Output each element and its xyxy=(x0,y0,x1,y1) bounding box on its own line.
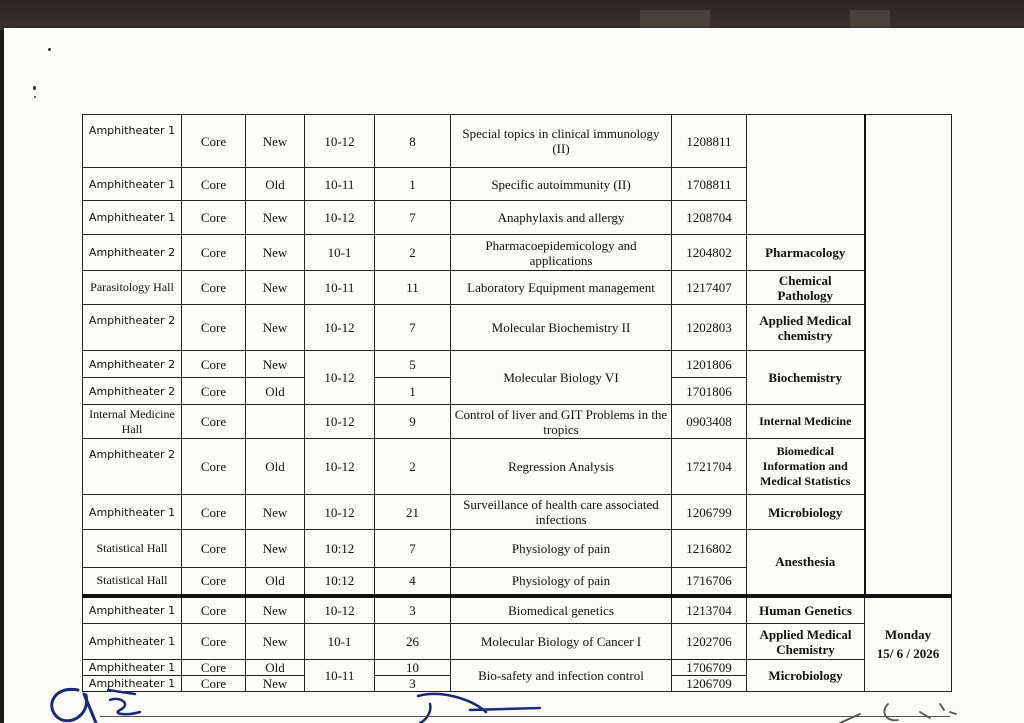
course-cell: Special topics in clinical immunology (II) xyxy=(451,115,672,168)
status-cell: New xyxy=(246,115,305,168)
type-cell: Core xyxy=(182,495,246,530)
hall-cell: Amphitheater 2 xyxy=(83,235,182,271)
department-cell: Applied Medical Chemistry xyxy=(747,624,865,660)
status-cell: Old xyxy=(246,568,305,596)
department-cell: Microbiology xyxy=(747,495,865,530)
status-cell: New xyxy=(246,530,305,568)
count-cell: 2 xyxy=(375,439,451,495)
type-cell: Core xyxy=(182,530,246,568)
time-cell: 10-12 xyxy=(305,596,375,624)
course-cell: Control of liver and GIT Problems in the tropics xyxy=(451,405,672,439)
time-cell: 10-12 xyxy=(305,439,375,495)
code-cell: 1201806 xyxy=(672,351,747,378)
count-cell: 7 xyxy=(375,305,451,351)
count-cell: 9 xyxy=(375,405,451,439)
code-cell: 1206709 xyxy=(672,676,747,692)
hall-cell: Amphitheater 1 xyxy=(83,676,182,692)
hall-cell: Amphitheater 1 xyxy=(83,660,182,676)
course-cell: Physiology of pain xyxy=(451,530,672,568)
hall-cell: Amphitheater 2 xyxy=(83,439,182,495)
course-cell: Regression Analysis xyxy=(451,439,672,495)
count-cell: 1 xyxy=(375,168,451,201)
time-cell: 10-12 xyxy=(305,495,375,530)
course-cell: Physiology of pain xyxy=(451,568,672,596)
count-cell: 7 xyxy=(375,201,451,235)
status-cell: Old xyxy=(246,439,305,495)
status-cell: Old xyxy=(246,660,305,676)
department-cell: Microbiology xyxy=(747,660,865,692)
code-cell: 1206799 xyxy=(672,495,747,530)
hall-cell: Amphitheater 1 xyxy=(83,115,182,168)
type-cell: Core xyxy=(182,168,246,201)
time-cell: 10-12 xyxy=(305,115,375,168)
hall-cell: Statistical Hall xyxy=(83,530,182,568)
time-cell: 10-12 xyxy=(305,351,375,405)
hall-cell: Internal Medicine Hall xyxy=(83,405,182,439)
code-cell: 1216802 xyxy=(672,530,747,568)
status-cell: New xyxy=(246,201,305,235)
status-cell: New xyxy=(246,596,305,624)
status-cell: Old xyxy=(246,168,305,201)
hall-cell: Statistical Hall xyxy=(83,568,182,596)
department-cell: Biochemistry xyxy=(747,351,865,405)
time-cell: 10-12 xyxy=(305,305,375,351)
status-cell: Old xyxy=(246,378,305,405)
time-cell: 10-12 xyxy=(305,201,375,235)
count-cell: 11 xyxy=(375,271,451,305)
type-cell: Core xyxy=(182,305,246,351)
type-cell: Core xyxy=(182,660,246,676)
status-cell: New xyxy=(246,305,305,351)
time-cell: 10:12 xyxy=(305,568,375,596)
course-cell: Surveillance of health care associated infections xyxy=(451,495,672,530)
hall-cell: Amphitheater 1 xyxy=(83,624,182,660)
type-cell: Core xyxy=(182,201,246,235)
course-cell: Molecular Biology of Cancer I xyxy=(451,624,672,660)
department-cell: Human Genetics xyxy=(747,596,865,624)
type-cell: Core xyxy=(182,624,246,660)
status-cell: New xyxy=(246,351,305,378)
code-cell: 1721704 xyxy=(672,439,747,495)
day-date: 15/ 6 / 2026 xyxy=(876,646,940,662)
course-cell: Bio-safety and infection control xyxy=(451,660,672,692)
code-cell: 1208811 xyxy=(672,115,747,168)
department-cell: Pharmacology xyxy=(747,235,865,271)
count-cell: 3 xyxy=(375,596,451,624)
code-cell: 1202706 xyxy=(672,624,747,660)
status-cell: New xyxy=(246,676,305,692)
course-cell: Biomedical genetics xyxy=(451,596,672,624)
count-cell: 26 xyxy=(375,624,451,660)
course-cell: Molecular Biochemistry II xyxy=(451,305,672,351)
department-cell: Internal Medicine xyxy=(747,405,865,439)
count-cell: 10 xyxy=(375,660,451,676)
department-cell: Applied Medical chemistry xyxy=(747,305,865,351)
hall-cell: Parasitology Hall xyxy=(83,271,182,305)
count-cell: 8 xyxy=(375,115,451,168)
code-cell: 1716706 xyxy=(672,568,747,596)
course-cell: Molecular Biology VI xyxy=(451,351,672,405)
hall-cell: Amphitheater 2 xyxy=(83,305,182,351)
count-cell: 4 xyxy=(375,568,451,596)
code-cell: 0903408 xyxy=(672,405,747,439)
type-cell: Core xyxy=(182,596,246,624)
hall-cell: Amphitheater 2 xyxy=(83,378,182,405)
hall-cell: Amphitheater 1 xyxy=(83,201,182,235)
code-cell: 1706709 xyxy=(672,660,747,676)
time-cell: 10-1 xyxy=(305,624,375,660)
status-cell: New xyxy=(246,495,305,530)
course-cell: Specific autoimmunity (II) xyxy=(451,168,672,201)
code-cell: 1701806 xyxy=(672,378,747,405)
department-cell: Anesthesia xyxy=(747,530,865,596)
time-cell: 10:12 xyxy=(305,530,375,568)
course-cell: Pharmacoepidemicology and applications xyxy=(451,235,672,271)
status-cell: New xyxy=(246,271,305,305)
hall-cell: Amphitheater 2 xyxy=(83,351,182,378)
hall-cell: Amphitheater 1 xyxy=(83,168,182,201)
day-name: Monday xyxy=(884,627,932,643)
type-cell: Core xyxy=(182,271,246,305)
hall-cell: Amphitheater 1 xyxy=(83,596,182,624)
count-cell: 5 xyxy=(375,351,451,378)
type-cell: Core xyxy=(182,676,246,692)
time-cell: 10-1 xyxy=(305,235,375,271)
type-cell: Core xyxy=(182,115,246,168)
status-cell: New xyxy=(246,624,305,660)
course-cell: Laboratory Equipment management xyxy=(451,271,672,305)
time-cell: 10-12 xyxy=(305,405,375,439)
type-cell: Core xyxy=(182,235,246,271)
type-cell: Core xyxy=(182,378,246,405)
hall-cell: Amphitheater 1 xyxy=(83,495,182,530)
type-cell: Core xyxy=(182,439,246,495)
department-cell: Chemical Pathology xyxy=(747,271,865,305)
time-cell: 10-11 xyxy=(305,660,375,692)
type-cell: Core xyxy=(182,405,246,439)
course-cell: Anaphylaxis and allergy xyxy=(451,201,672,235)
count-cell: 1 xyxy=(375,378,451,405)
status-cell: New xyxy=(246,235,305,271)
code-cell: 1202803 xyxy=(672,305,747,351)
code-cell: 1204802 xyxy=(672,235,747,271)
code-cell: 1213704 xyxy=(672,596,747,624)
count-cell: 7 xyxy=(375,530,451,568)
time-cell: 10-11 xyxy=(305,271,375,305)
type-cell: Core xyxy=(182,568,246,596)
code-cell: 1708811 xyxy=(672,168,747,201)
type-cell: Core xyxy=(182,351,246,378)
time-cell: 10-11 xyxy=(305,168,375,201)
count-cell: 21 xyxy=(375,495,451,530)
count-cell: 2 xyxy=(375,235,451,271)
code-cell: 1217407 xyxy=(672,271,747,305)
department-cell: Biomedical Information and Medical Statistics xyxy=(747,439,865,495)
code-cell: 1208704 xyxy=(672,201,747,235)
count-cell: 3 xyxy=(375,676,451,692)
